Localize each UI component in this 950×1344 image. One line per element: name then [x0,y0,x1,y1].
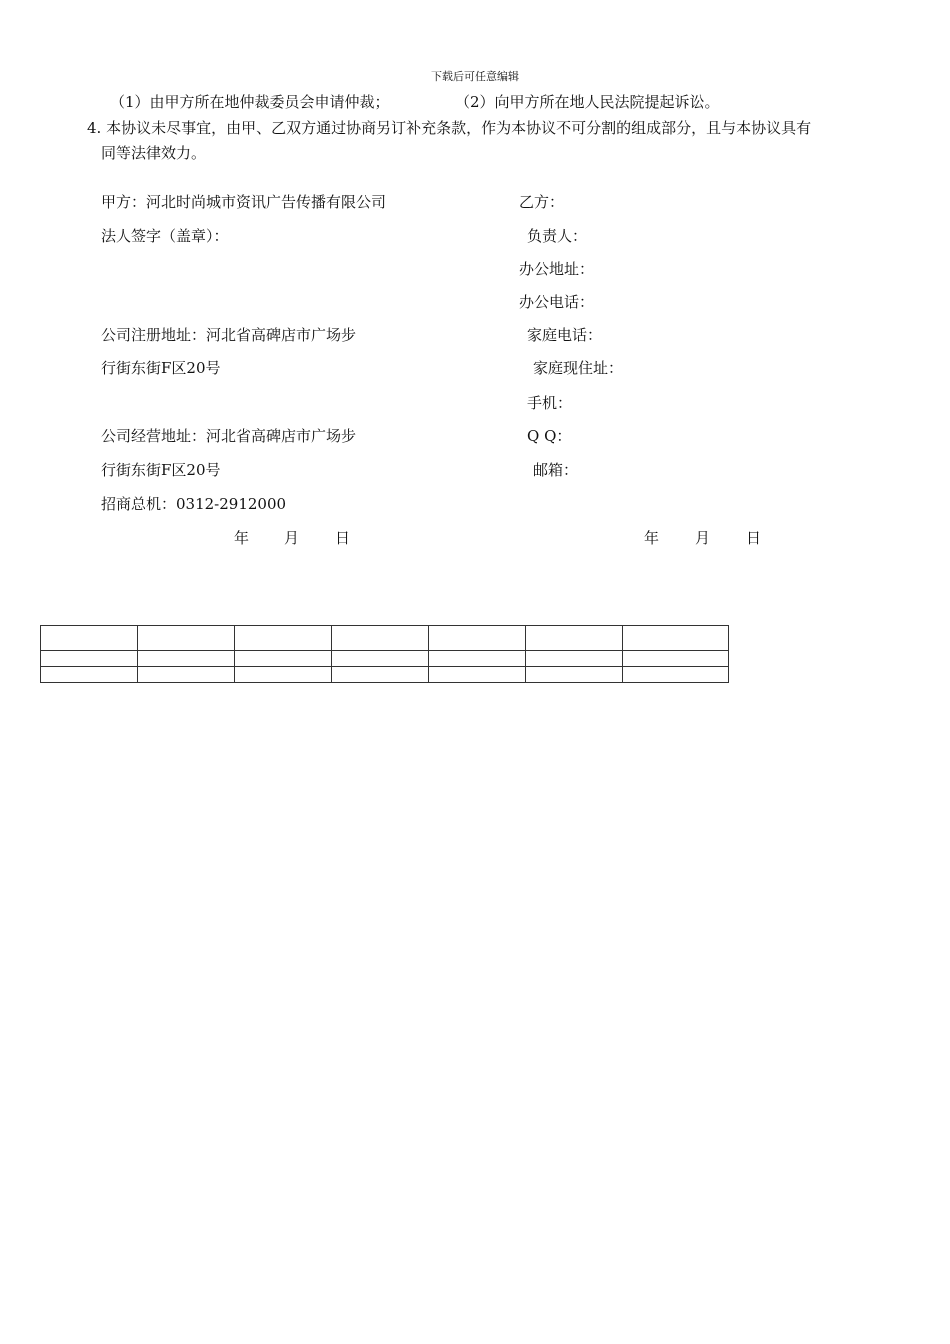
clause-option-2: （2）向甲方所在地人民法院提起诉讼。 [455,93,720,111]
table-cell [332,651,429,667]
party-a-date-month: 月 [284,529,300,547]
party-a-op-address-line-1: 公司经营地址：河北省高碑店市广场步 [101,427,357,445]
table-row [41,626,729,651]
party-b-office-phone: 办公电话： [519,293,595,311]
clause-4-line-1: 4. 本协议未尽事宜，由甲、乙双方通过协商另订补充条款，作为本协议不可分割的组成部分，且与本协议具有 [87,119,812,137]
party-b-principal: 负责人： [527,227,588,245]
party-b-qq: Q Q： [527,427,572,445]
clause-4-line-2: 同等法律效力。 [101,144,207,162]
party-b-office-address: 办公地址： [519,260,595,278]
table-cell [623,667,729,683]
table-cell [138,667,235,683]
table-cell [526,651,623,667]
party-b-mobile: 手机： [527,394,573,412]
party-b-date-year: 年 [644,529,660,547]
page-header-note: 下载后可任意编辑 [431,70,519,83]
party-b-name: 乙方： [519,193,565,211]
empty-grid-table [40,625,729,683]
table-cell [526,667,623,683]
party-b-home-address: 家庭现住址： [533,359,624,377]
table-cell [429,651,526,667]
clause-option-1: （1）由甲方所在地仲裁委员会申请仲裁； [110,93,390,111]
party-a-signature-label: 法人签字（盖章）： [101,227,229,245]
table-cell [41,667,138,683]
party-a-reg-address-line-1: 公司注册地址：河北省高碑店市广场步 [101,326,357,344]
table-row [41,667,729,683]
party-a-date-year: 年 [234,529,250,547]
party-a-op-address-line-2: 行街东街F区20号 [101,461,221,479]
table-row [41,651,729,667]
party-b-date-day: 日 [746,529,762,547]
party-a-hotline: 招商总机：0312-2912000 [101,495,287,513]
party-b-home-phone: 家庭电话： [527,326,603,344]
table-cell [138,651,235,667]
table-cell [429,626,526,651]
table-cell [332,626,429,651]
table-cell [138,626,235,651]
table-cell [526,626,623,651]
party-b-date-month: 月 [695,529,711,547]
party-a-date-day: 日 [335,529,351,547]
table-cell [41,626,138,651]
table-cell [429,667,526,683]
table-cell [235,626,332,651]
table-cell [623,651,729,667]
table-cell [235,651,332,667]
party-a-reg-address-line-2: 行街东街F区20号 [101,359,221,377]
party-b-email: 邮箱： [533,461,579,479]
table-cell [623,626,729,651]
table-cell [332,667,429,683]
table-cell [41,651,138,667]
table-cell [235,667,332,683]
party-a-name: 甲方：河北时尚城市资讯广告传播有限公司 [101,193,387,211]
